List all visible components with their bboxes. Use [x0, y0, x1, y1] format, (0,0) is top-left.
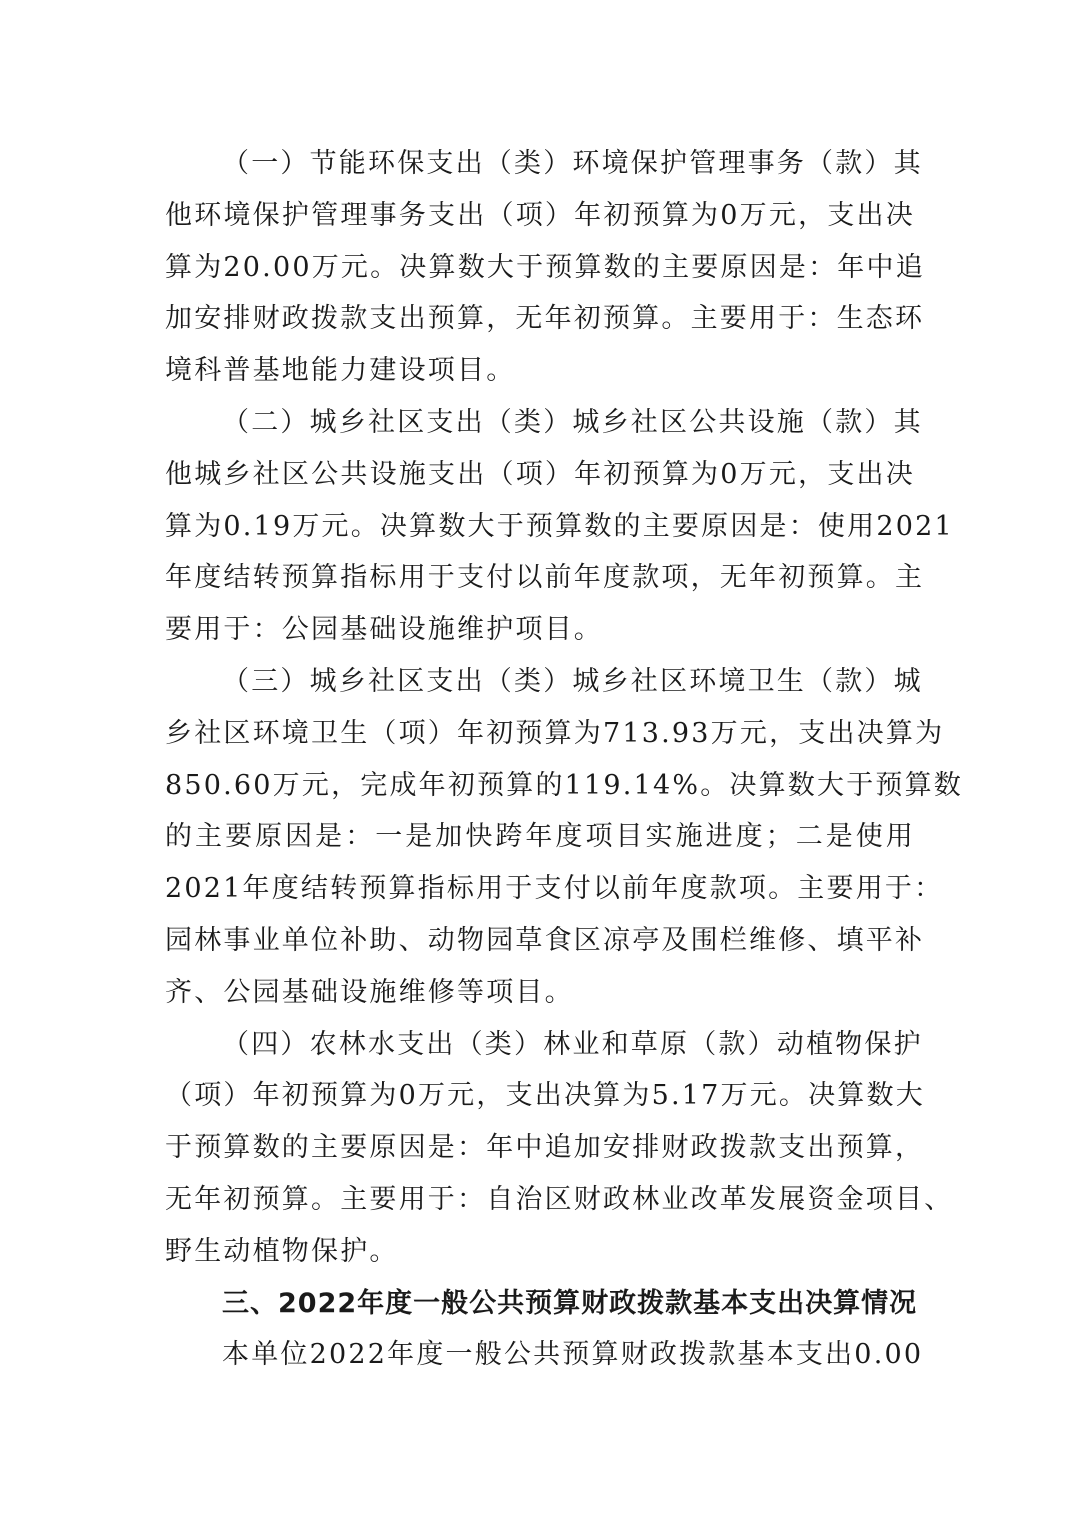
text-line: 于预算数的主要原因是：年中追加安排财政拨款支出预算， [165, 1132, 925, 1164]
paragraph-1 [165, 138, 925, 397]
text-line: 算为20.00万元。决算数大于预算数的主要原因是：年中追 [165, 251, 925, 283]
text-line: （项）年初预算为0万元，支出决算为5.17万元。决算数大 [165, 1080, 925, 1112]
text-line: 他城乡社区公共设施支出（项）年初预算为0万元，支出决 [165, 458, 915, 490]
document-page [165, 138, 964, 1381]
text-line: （三）城乡社区支出（类）城乡社区环境卫生（款）城 [222, 665, 923, 697]
text-line: 齐、公园基础设施维修等项目。 [165, 976, 574, 1008]
text-line: （二）城乡社区支出（类）城乡社区公共设施（款）其 [222, 406, 923, 438]
text-line: 要用于：公园基础设施维护项目。 [165, 614, 603, 646]
closing-line: 本单位2022年度一般公共预算财政拨款基本支出0.00 [222, 1339, 924, 1371]
text-line: 算为0.19万元。决算数大于预算数的主要原因是：使用2021 [165, 510, 954, 542]
text-line: 年度结转预算指标用于支付以前年度款项，无年初预算。主 [165, 562, 925, 594]
text-line: （一）节能环保支出（类）环境保护管理事务（款）其 [222, 148, 923, 179]
text-line: 2021年度结转预算指标用于支付以前年度款项。主要用于： [165, 873, 944, 905]
text-line: 的主要原因是：一是加快跨年度项目实施进度；二是使用 [165, 821, 915, 853]
text-line: 境科普基地能力建设项目。 [165, 355, 516, 387]
text-line: 园林事业单位补助、动物园草食区凉亭及围栏维修、填平补 [165, 924, 925, 956]
text-line: 加安排财政拨款支出预算，无年初预算。主要用于：生态环 [165, 303, 925, 335]
paragraph-3 [165, 656, 964, 1019]
text-line: （四）农林水支出（类）林业和草原（款）动植物保护 [222, 1028, 923, 1060]
text-line: 他环境保护管理事务支出（项）年初预算为0万元，支出决 [165, 199, 915, 231]
text-line: 乡社区环境卫生（项）年初预算为713.93万元，支出决算为 [165, 717, 945, 749]
text-line: 无年初预算。主要用于：自治区财政林业改革发展资金项目、 [165, 1183, 954, 1215]
paragraph-2 [165, 397, 954, 656]
text-line: 850.60万元，完成年初预算的119.14%。决算数大于预算数 [165, 769, 964, 801]
paragraph-4 [165, 1019, 954, 1278]
text-line: 野生动植物保护。 [165, 1235, 399, 1267]
section-heading: 三、2022年度一般公共预算财政拨款基本支出决算情况 [222, 1287, 918, 1319]
